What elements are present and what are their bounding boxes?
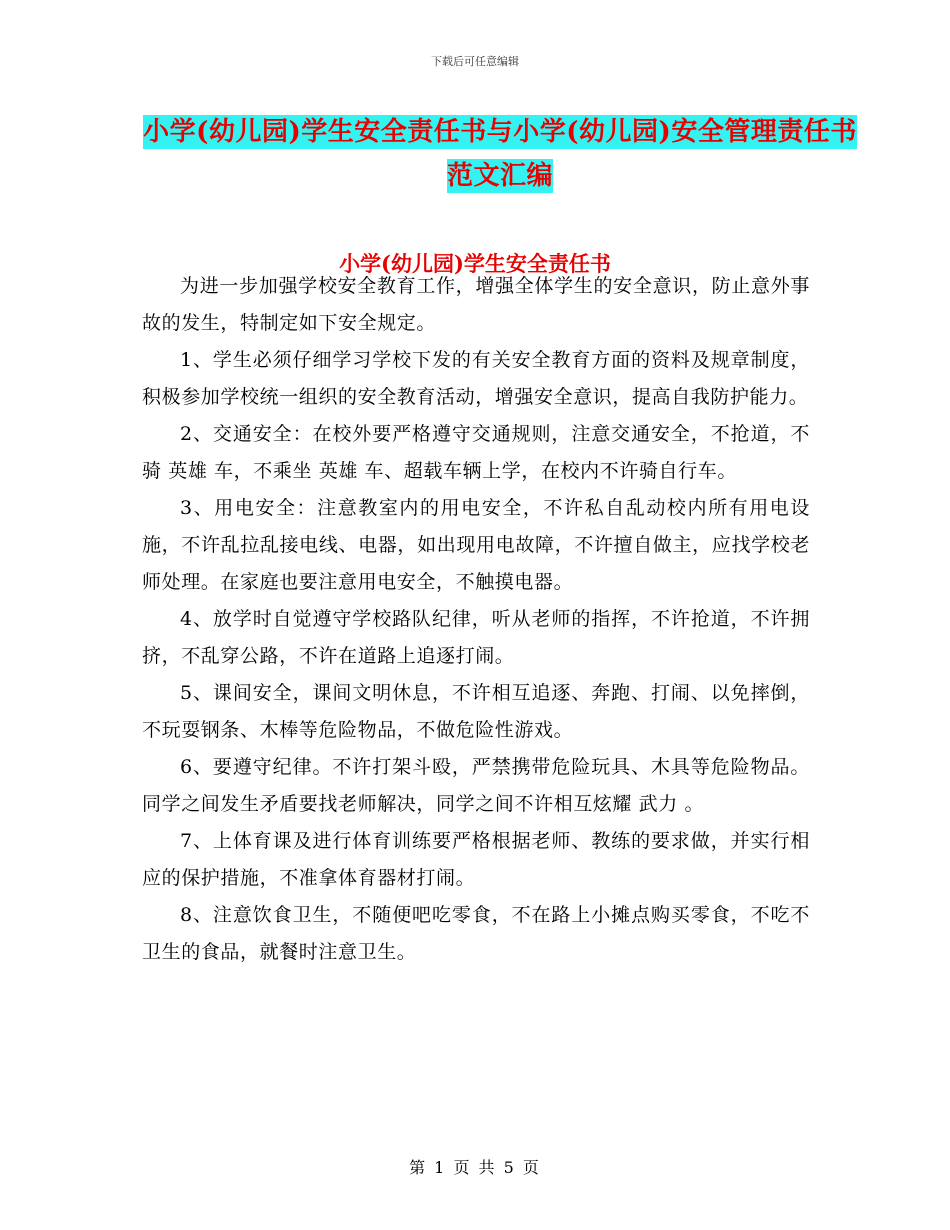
- page-header-note: 下载后可任意编辑: [431, 55, 519, 68]
- rule-paragraph-4: 4、放学时自觉遵守学校路队纪律，听从老师的指挥，不许抢道，不许拥挤，不乱穿公路，不许在道路上追逐打闹。: [142, 608, 810, 667]
- rule-paragraph-6: 6、要遵守纪律。不许打架斗殴，严禁携带危险玩具、木具等危险物品。同学之间发生矛盾要找老师解决，同学之间不许相互炫耀 武力 。: [142, 756, 810, 815]
- section-title: 小学(幼儿园)学生安全责任书: [339, 251, 611, 276]
- rule-paragraph-8: 8、注意饮食卫生，不随便吧吃零食，不在路上小摊点购买零食，不吃不卫生的食品，就餐时注意卫生。: [142, 904, 810, 963]
- rule-paragraph-7: 7、上体育课及进行体育训练要严格根据老师、教练的要求做，并实行相应的保护措施，不准拿体育器材打闹。: [142, 830, 810, 889]
- rule-paragraph-1: 1、学生必须仔细学习学校下发的有关安全教育方面的资料及规章制度，积极参加学校统一组织的安全教育活动，增强安全意识，提高自我防护能力。: [142, 349, 810, 408]
- document-title: [140, 110, 860, 198]
- rule-paragraph-2: 2、交通安全：在校外要严格遵守交通规则，注意交通安全，不抢道，不骑 英雄 车，不乘坐 英雄 车、超载车辆上学，在校内不许骑自行车。: [142, 423, 810, 482]
- rule-paragraph-5: 5、课间安全，课间文明休息，不许相互追逐、奔跑、打闹、以免摔倒，不玩耍钢条、木棒等危险物品，不做危险性游戏。: [142, 682, 810, 741]
- intro-paragraph: 为进一步加强学校安全教育工作，增强全体学生的安全意识，防止意外事故的发生，特制定如下安全规定。: [142, 275, 810, 334]
- document-title-text: 小学(幼儿园)学生安全责任书与小学(幼儿园)安全管理责任书 范文汇编: [143, 117, 857, 191]
- document-body: [142, 268, 810, 971]
- rule-paragraph-3: 3、用电安全：注意教室内的用电安全，不许私自乱动校内所有用电设施，不许乱拉乱接电线、电器，如出现用电故障，不许擅自做主，应找学校老师处理。在家庭也要注意用电安全，不触摸电器。: [142, 497, 810, 593]
- page-number-footer: 第 1 页 共 5 页: [409, 1158, 541, 1177]
